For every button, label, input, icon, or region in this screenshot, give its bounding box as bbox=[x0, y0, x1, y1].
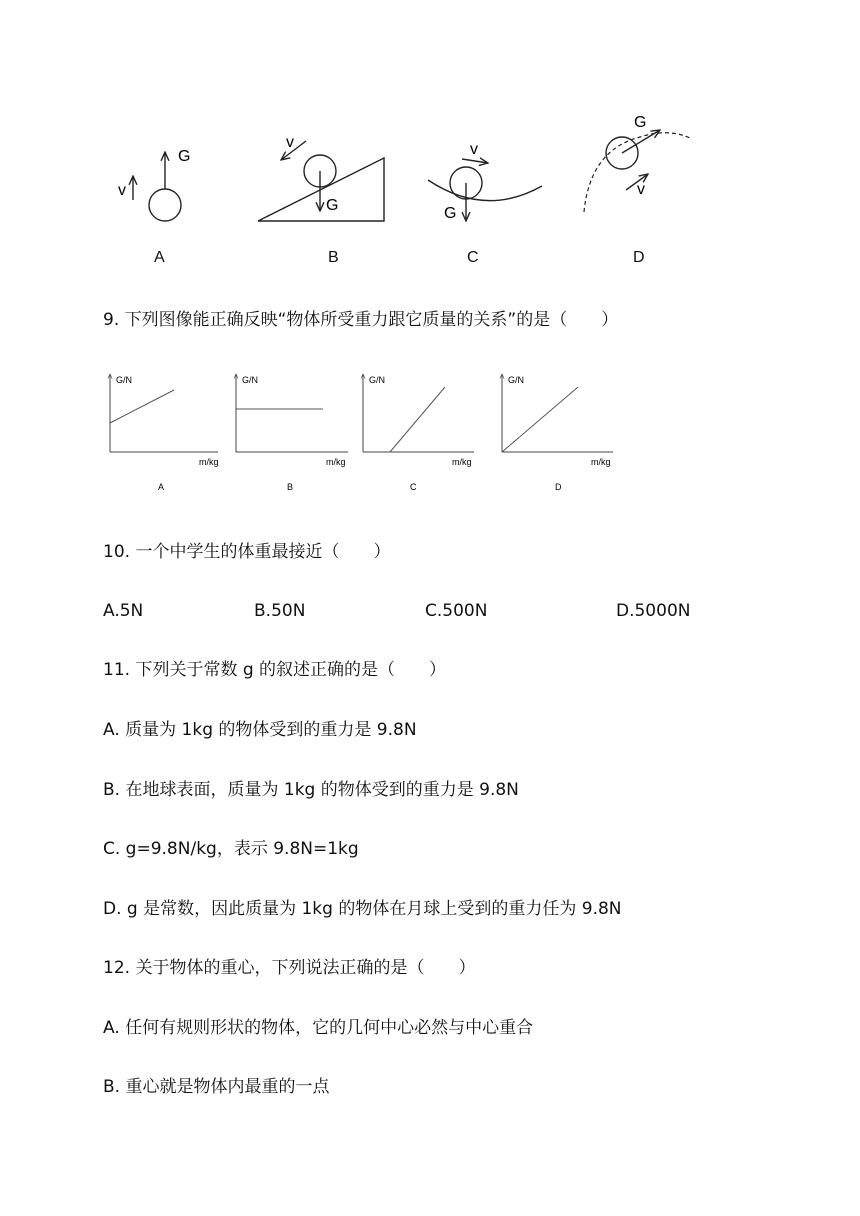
fig8-label-a: A bbox=[154, 249, 165, 266]
diagram-a bbox=[118, 148, 190, 221]
graph-a-label: A bbox=[158, 482, 165, 492]
q11-option-c: C. g=9.8N/kg，表示 9.8N=1kg bbox=[103, 839, 359, 859]
graph-d bbox=[502, 374, 613, 492]
diagram-b-force-label: G bbox=[326, 197, 339, 214]
q9-graphs-figure bbox=[0, 360, 860, 500]
graph-d-x-axis-label: m/kg bbox=[591, 457, 611, 467]
q10-option-b: B.50N bbox=[254, 601, 306, 621]
diagram-c bbox=[428, 141, 542, 222]
graph-b-x-axis-label: m/kg bbox=[326, 457, 346, 467]
diagram-c-velocity-label: v bbox=[470, 141, 478, 158]
q12-option-a: A. 任何有规则形状的物体，它的几何中心必然与中心重合 bbox=[103, 1018, 534, 1038]
diagram-c-force-label: G bbox=[444, 205, 457, 222]
fig8-label-c: C bbox=[467, 249, 479, 266]
diagram-d-force-label: G bbox=[634, 114, 647, 131]
graph-c bbox=[363, 374, 474, 492]
q11-option-d: D. g 是常数，因此质量为 1kg 的物体在月球上受到的重力任为 9.8N bbox=[103, 899, 622, 919]
graph-a-y-axis-label: G/N bbox=[116, 375, 133, 385]
gravity-diagram-figure bbox=[0, 0, 860, 290]
q11-option-b: B. 在地球表面，质量为 1kg 的物体受到的重力是 9.8N bbox=[103, 780, 519, 800]
fig8-label-b: B bbox=[328, 249, 339, 266]
graph-a-x-axis-label: m/kg bbox=[199, 457, 219, 467]
diagram-d-velocity-label: v bbox=[637, 181, 645, 198]
q12-option-b: B. 重心就是物体内最重的一点 bbox=[103, 1077, 330, 1097]
diagram-d bbox=[584, 114, 690, 212]
graph-c-y-axis-label: G/N bbox=[369, 375, 386, 385]
fig8-label-d: D bbox=[633, 249, 645, 266]
diagram-b bbox=[258, 134, 384, 221]
question-10-text: 10. 一个中学生的体重最接近（ ） bbox=[103, 542, 391, 562]
question-12-text: 12. 关于物体的重心，下列说法正确的是（ ） bbox=[103, 958, 476, 978]
question-9-text: 9. 下列图像能正确反映“物体所受重力跟它质量的关系”的是（ ） bbox=[103, 310, 619, 330]
graph-a bbox=[110, 374, 219, 492]
diagram-a-force-label: G bbox=[178, 148, 191, 165]
graph-c-label: C bbox=[410, 482, 417, 492]
q10-option-d: D.5000N bbox=[616, 601, 691, 621]
graph-d-label: D bbox=[555, 482, 562, 492]
graph-b-label: B bbox=[287, 482, 294, 492]
diagram-b-velocity-label: v bbox=[286, 134, 294, 151]
diagram-a-velocity-label: v bbox=[118, 182, 126, 199]
graph-c-x-axis-label: m/kg bbox=[452, 457, 472, 467]
q10-option-a: A.5N bbox=[103, 601, 144, 621]
q11-option-a: A. 质量为 1kg 的物体受到的重力是 9.8N bbox=[103, 720, 417, 740]
graph-d-y-axis-label: G/N bbox=[508, 375, 525, 385]
q10-option-c: C.500N bbox=[425, 601, 488, 621]
question-11-text: 11. 下列关于常数 g 的叙述正确的是（ ） bbox=[103, 660, 447, 680]
graph-b-y-axis-label: G/N bbox=[242, 375, 259, 385]
graph-b bbox=[236, 374, 348, 492]
